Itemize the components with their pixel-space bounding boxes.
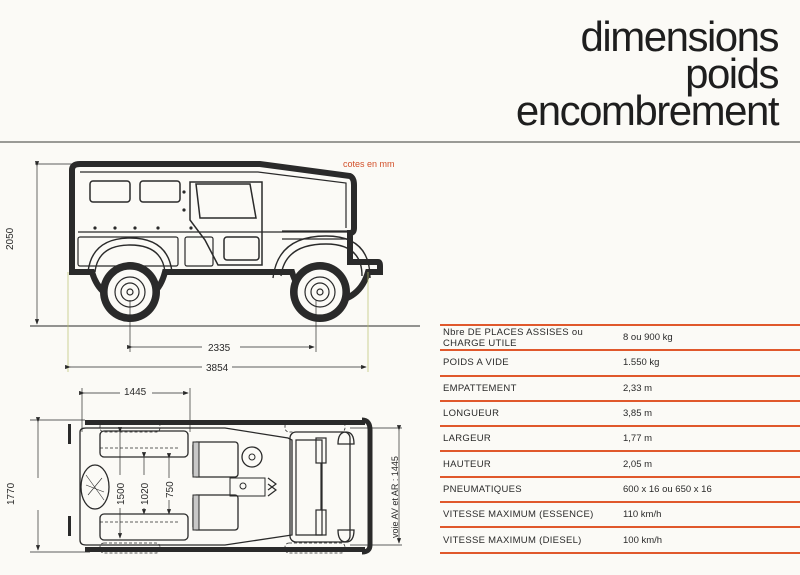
width-dimension: 1770 [6,482,17,505]
spec-label: PNEUMATIQUES [443,483,522,495]
spec-row-max-speed-petrol [440,501,800,526]
specifications-table [440,324,800,554]
spec-row-max-speed-diesel [440,526,800,553]
bench-spacing-dimension: 1020 [140,482,151,505]
top-view-drawing [68,420,370,553]
spec-value: 2,05 m [623,458,653,470]
height-dimension: 2050 [5,227,16,250]
spec-label: VITESSE MAXIMUM (DIESEL) [443,534,582,546]
side-view-drawing [30,164,420,326]
title-line-encombrement: encombrement [515,87,778,134]
spec-label: POIDS A VIDE [443,357,509,369]
spec-label: Nbre DE PLACES ASSISES ou CHARGE UTILE [443,326,584,349]
spec-label: LONGUEUR [443,408,500,420]
spec-label: LARGEUR [443,433,492,445]
spec-label: VITESSE MAXIMUM (ESSENCE) [443,509,594,521]
spec-value: 2,33 m [623,382,653,394]
units-note: cotes en mm [343,159,395,169]
spec-row-wheelbase [440,375,800,400]
title-line-dimensions: dimensions [580,13,778,60]
spec-row-width [440,425,800,450]
spec-value: 100 km/h [623,534,663,546]
spec-row-height [440,450,800,475]
spec-label: EMPATTEMENT [443,382,517,394]
spec-value: 8 ou 900 kg [623,332,673,344]
spec-label: HAUTEUR [443,458,492,470]
spec-row-length [440,400,800,425]
spec-row-tyres [440,476,800,501]
rear-section-dimension: 1445 [124,387,147,398]
interior-width-dimension: 1500 [116,482,127,505]
spec-row-seats [440,324,800,349]
spec-value: 110 km/h [623,509,662,521]
spec-value: 3,85 m [623,408,653,420]
spec-value: 1,77 m [623,433,653,445]
length-dimension: 3854 [206,363,229,374]
spec-row-empty-weight [440,349,800,374]
aisle-dimension: 750 [165,481,176,498]
wheelbase-dimension: 2335 [208,343,231,354]
spec-value: 1.550 kg [623,357,660,369]
title-line-poids: poids [685,50,778,97]
spec-value: 600 x 16 ou 650 x 16 [623,483,712,495]
track-dimension: voie AV et AR : 1445 [390,456,400,538]
